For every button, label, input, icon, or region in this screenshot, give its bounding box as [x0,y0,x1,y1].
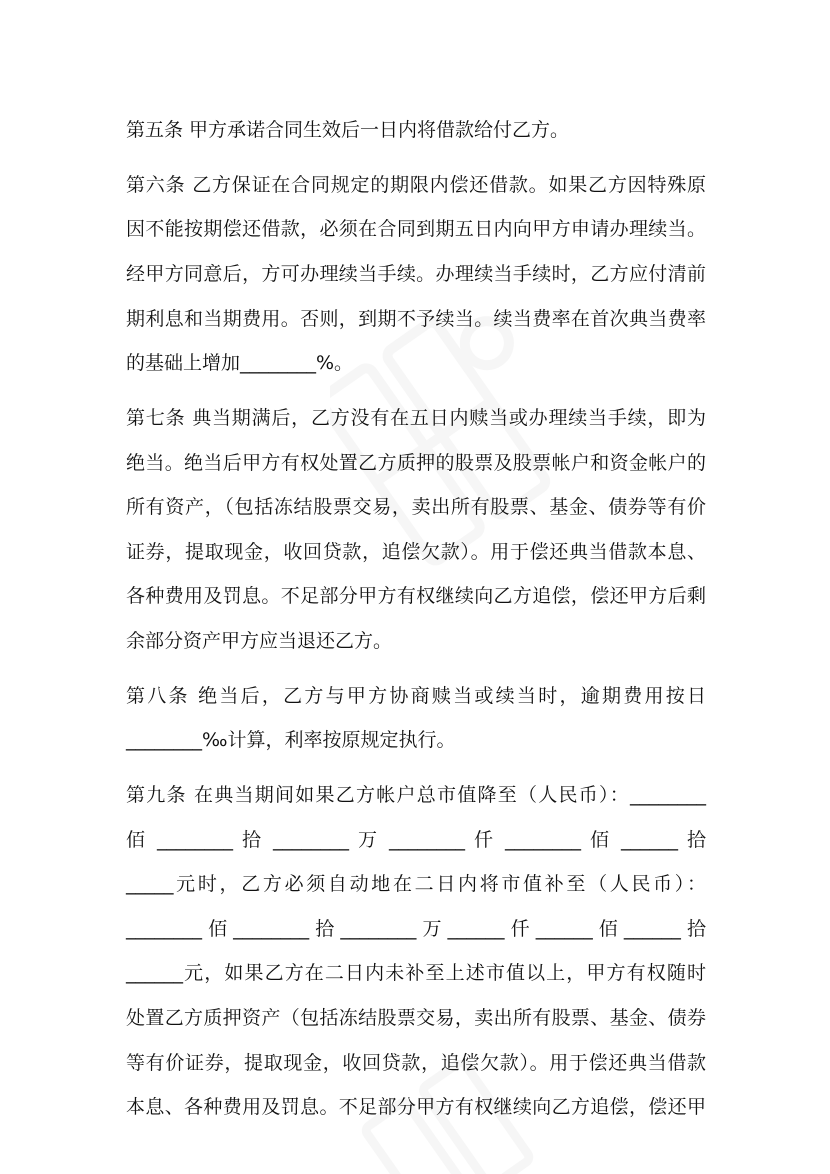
contract-text [126,108,706,1140]
text-line: 第九条 在典当期间如果乙方帐户总市值降至（人民币）：________ [126,784,706,807]
text-line: 绝当。绝当后甲方有权处置乙方质押的股票及股票帐户和资金帐户的 [126,451,706,474]
article-9 [126,773,706,1130]
text-line: 期利息和当期费用。否则，到期不予续当。续当费率在首次典当费率 [126,307,706,330]
text-line: _____元时，乙方必须自动地在二日内将市值补至（人民币）： [126,873,706,896]
text-line: 等有价证券，提取现金，收回贷款，追偿欠款）。用于偿还典当借款 [126,1051,706,1074]
article-7 [126,396,706,664]
article-6 [126,163,706,386]
text-line: 处置乙方质押资产（包括冻结股票交易，卖出所有股票、基金、债券 [126,1007,706,1030]
article-8 [126,674,706,763]
text-line: 证券，提取现金，收回贷款，追偿欠款）。用于偿还典当借款本息、 [126,540,706,563]
text-line: 第八条 绝当后，乙方与甲方协商赎当或续当时，逾期费用按日 [126,684,706,707]
text-line: 各种费用及罚息。不足部分甲方有权继续向乙方追偿，偿还甲方后剩 [126,585,706,608]
text-line: 第七条 典当期满后，乙方没有在五日内赎当或办理续当手续，即为 [126,406,706,429]
text-line: 第五条 甲方承诺合同生效后一日内将借款给付乙方。 [126,119,570,141]
text-line: 经甲方同意后，方可办理续当手续。办理续当手续时，乙方应付清前 [126,262,706,285]
text-line: ________佰________拾________万______仟______佰______拾 [126,917,706,940]
text-line: 因不能按期偿还借款，必须在合同到期五日内向甲方申请办理续当。 [126,218,706,241]
text-line: 佰 ________ 拾 ________ 万 ________ 仟 ________ 佰 ______ 拾 [126,828,706,851]
text-line: ______元，如果乙方在二日内未补至上述市值以上，甲方有权随时 [126,962,706,985]
text-line: 所有资产，（包括冻结股票交易，卖出所有股票、基金、债券等有价 [126,496,706,519]
text-line: ________‰计算，利率按原规定执行。 [126,729,456,752]
text-line: 的基础上增加________%。 [126,352,354,375]
text-line: 第六条 乙方保证在合同规定的期限内偿还借款。如果乙方因特殊原 [126,173,706,196]
text-line: 本息、各种费用及罚息。不足部分甲方有权继续向乙方追偿，偿还甲 [126,1096,706,1119]
text-line: 余部分资产甲方应当退还乙方。 [126,629,393,652]
article-5 [126,108,706,153]
